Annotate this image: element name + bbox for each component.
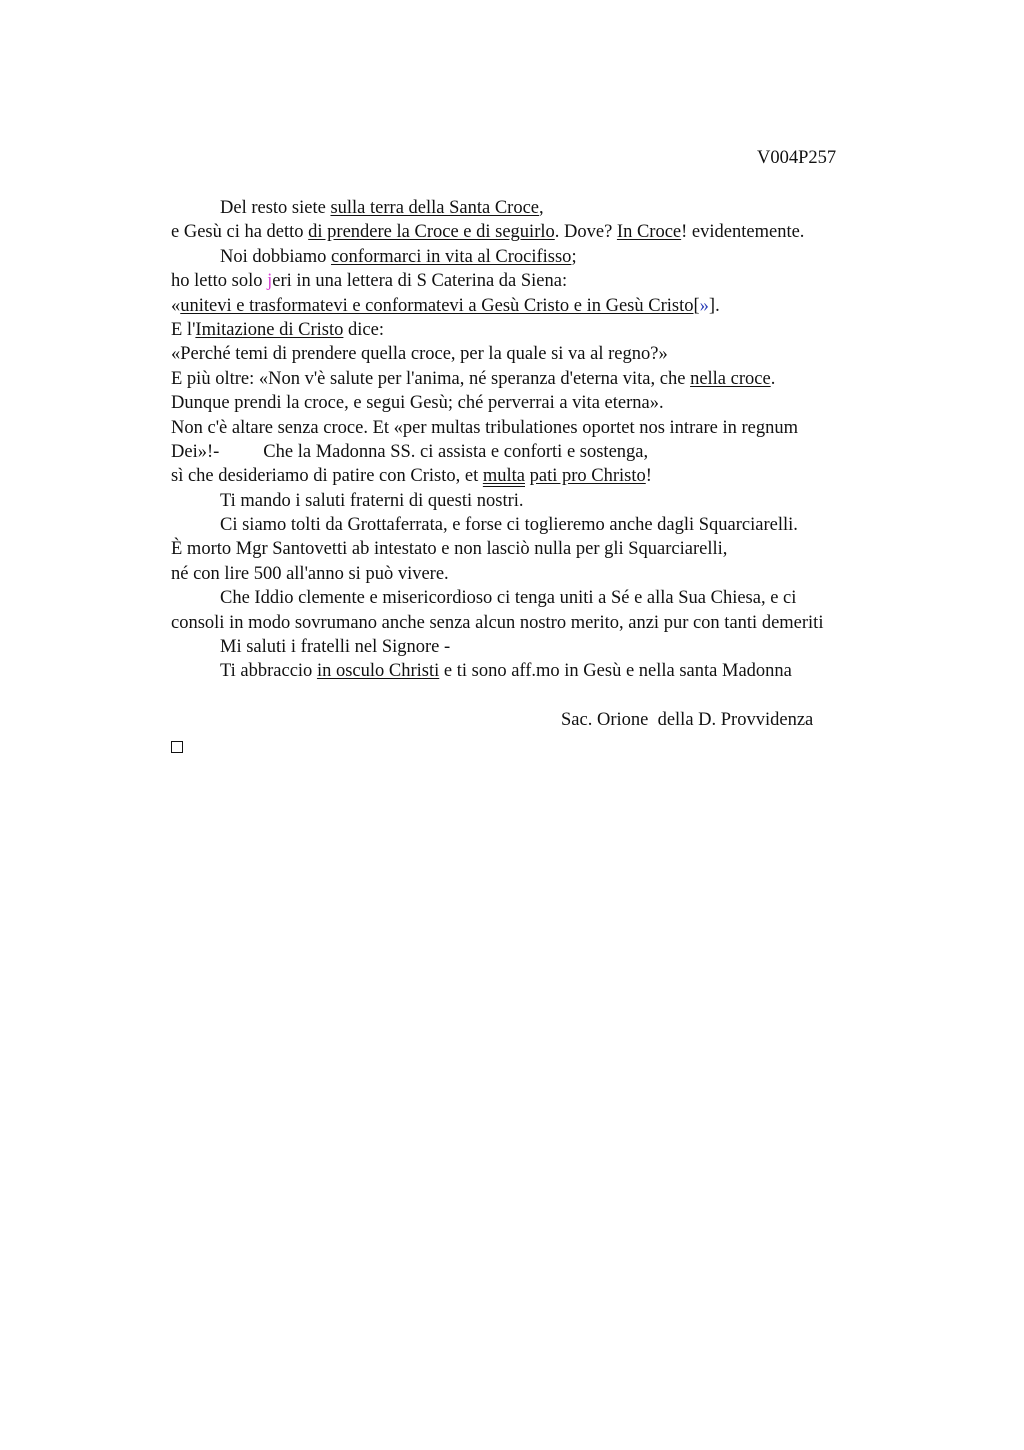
editor-mark-blue: »	[699, 295, 709, 316]
underlined-phrase: sulla terra della Santa Croce	[330, 198, 540, 218]
underlined-phrase: pati pro Christo	[529, 466, 646, 487]
letter-line-10: Non c'è altare senza croce. Et «per multas tribulationes oportet nos intrare in regnum	[171, 417, 798, 438]
underlined-phrase: di prendere la Croce e di seguirlo	[308, 222, 555, 243]
letter-line-3: Noi dobbiamo conformarci in vita al Crocifisso;	[220, 246, 577, 267]
underlined-phrase: in osculo Christi	[316, 661, 440, 682]
letter-line-20: Ti abbraccio in osculo Christi e ti sono aff.mo in Gesù e nella santa Madonna	[220, 661, 792, 682]
letter-line-6: E l'Imitazione di Cristo dice:	[171, 319, 384, 340]
underlined-phrase: unitevi e trasformatevi e conformatevi a Gesù Cristo e in Gesù Cristo	[180, 295, 694, 316]
signature: Sac. Orione della D. Provvidenza	[561, 710, 814, 731]
editor-mark-pink: j	[267, 271, 273, 292]
letter-line-18: consoli in modo sovrumano anche senza alcun nostro merito, anzi pur con tanti demeriti	[171, 612, 824, 633]
letter-line-19: Mi saluti i fratelli nel Signore -	[220, 637, 451, 658]
empty-square-icon	[171, 741, 183, 753]
letter-line-13: Ti mando i saluti fraterni di questi nostri.	[220, 490, 524, 511]
letter-line-8: E più oltre: «Non v'è salute per l'anima, né speranza d'eterna vita, che nella croce.	[171, 368, 776, 389]
letter-line-2: e Gesù ci ha detto di prendere la Croce e di seguirlo. Dove? In Croce! evidentemente.	[171, 222, 805, 243]
underlined-phrase: Imitazione di Cristo	[195, 319, 344, 340]
letter-line-12: sì che desideriamo di patire con Cristo, et multa pati pro Christo!	[171, 466, 652, 487]
letter-body	[171, 196, 931, 757]
letter-line-17: Che Iddio clemente e misericordioso ci tenga uniti a Sé e alla Sua Chiesa, e ci	[220, 588, 797, 609]
page-code: V004P257	[757, 148, 837, 168]
double-underlined-word: multa	[482, 466, 525, 487]
underlined-phrase: nella croce	[690, 368, 771, 389]
letter-line-5: «unitevi e trasformatevi e conformatevi a Gesù Cristo e in Gesù Cristo[»].	[171, 295, 720, 316]
letter-line-11: Dei»!- Che la Madonna SS. ci assista e conforti e sostenga,	[171, 441, 649, 462]
letter-line-7: «Perché temi di prendere quella croce, per la quale si va al regno?»	[171, 344, 668, 365]
letter-line-9: Dunque prendi la croce, e segui Gesù; ché perverrai a vita eterna».	[171, 393, 664, 414]
underlined-phrase: conformarci in vita al Crocifisso	[331, 246, 572, 267]
letter-line-1: Del resto siete sulla terra della Santa Croce,	[220, 198, 544, 218]
letter-line-4: ho letto solo jeri in una lettera di S Caterina da Siena:	[171, 271, 568, 292]
underlined-phrase: In Croce	[616, 222, 682, 243]
letter-line-15: È morto Mgr Santovetti ab intestato e non lasciò nulla per gli Squarciarelli,	[171, 539, 728, 560]
letter-line-16: né con lire 500 all'anno si può vivere.	[171, 563, 449, 584]
letter-line-14: Ci siamo tolti da Grottaferrata, e forse ci toglieremo anche dagli Squarciarelli.	[220, 515, 798, 536]
